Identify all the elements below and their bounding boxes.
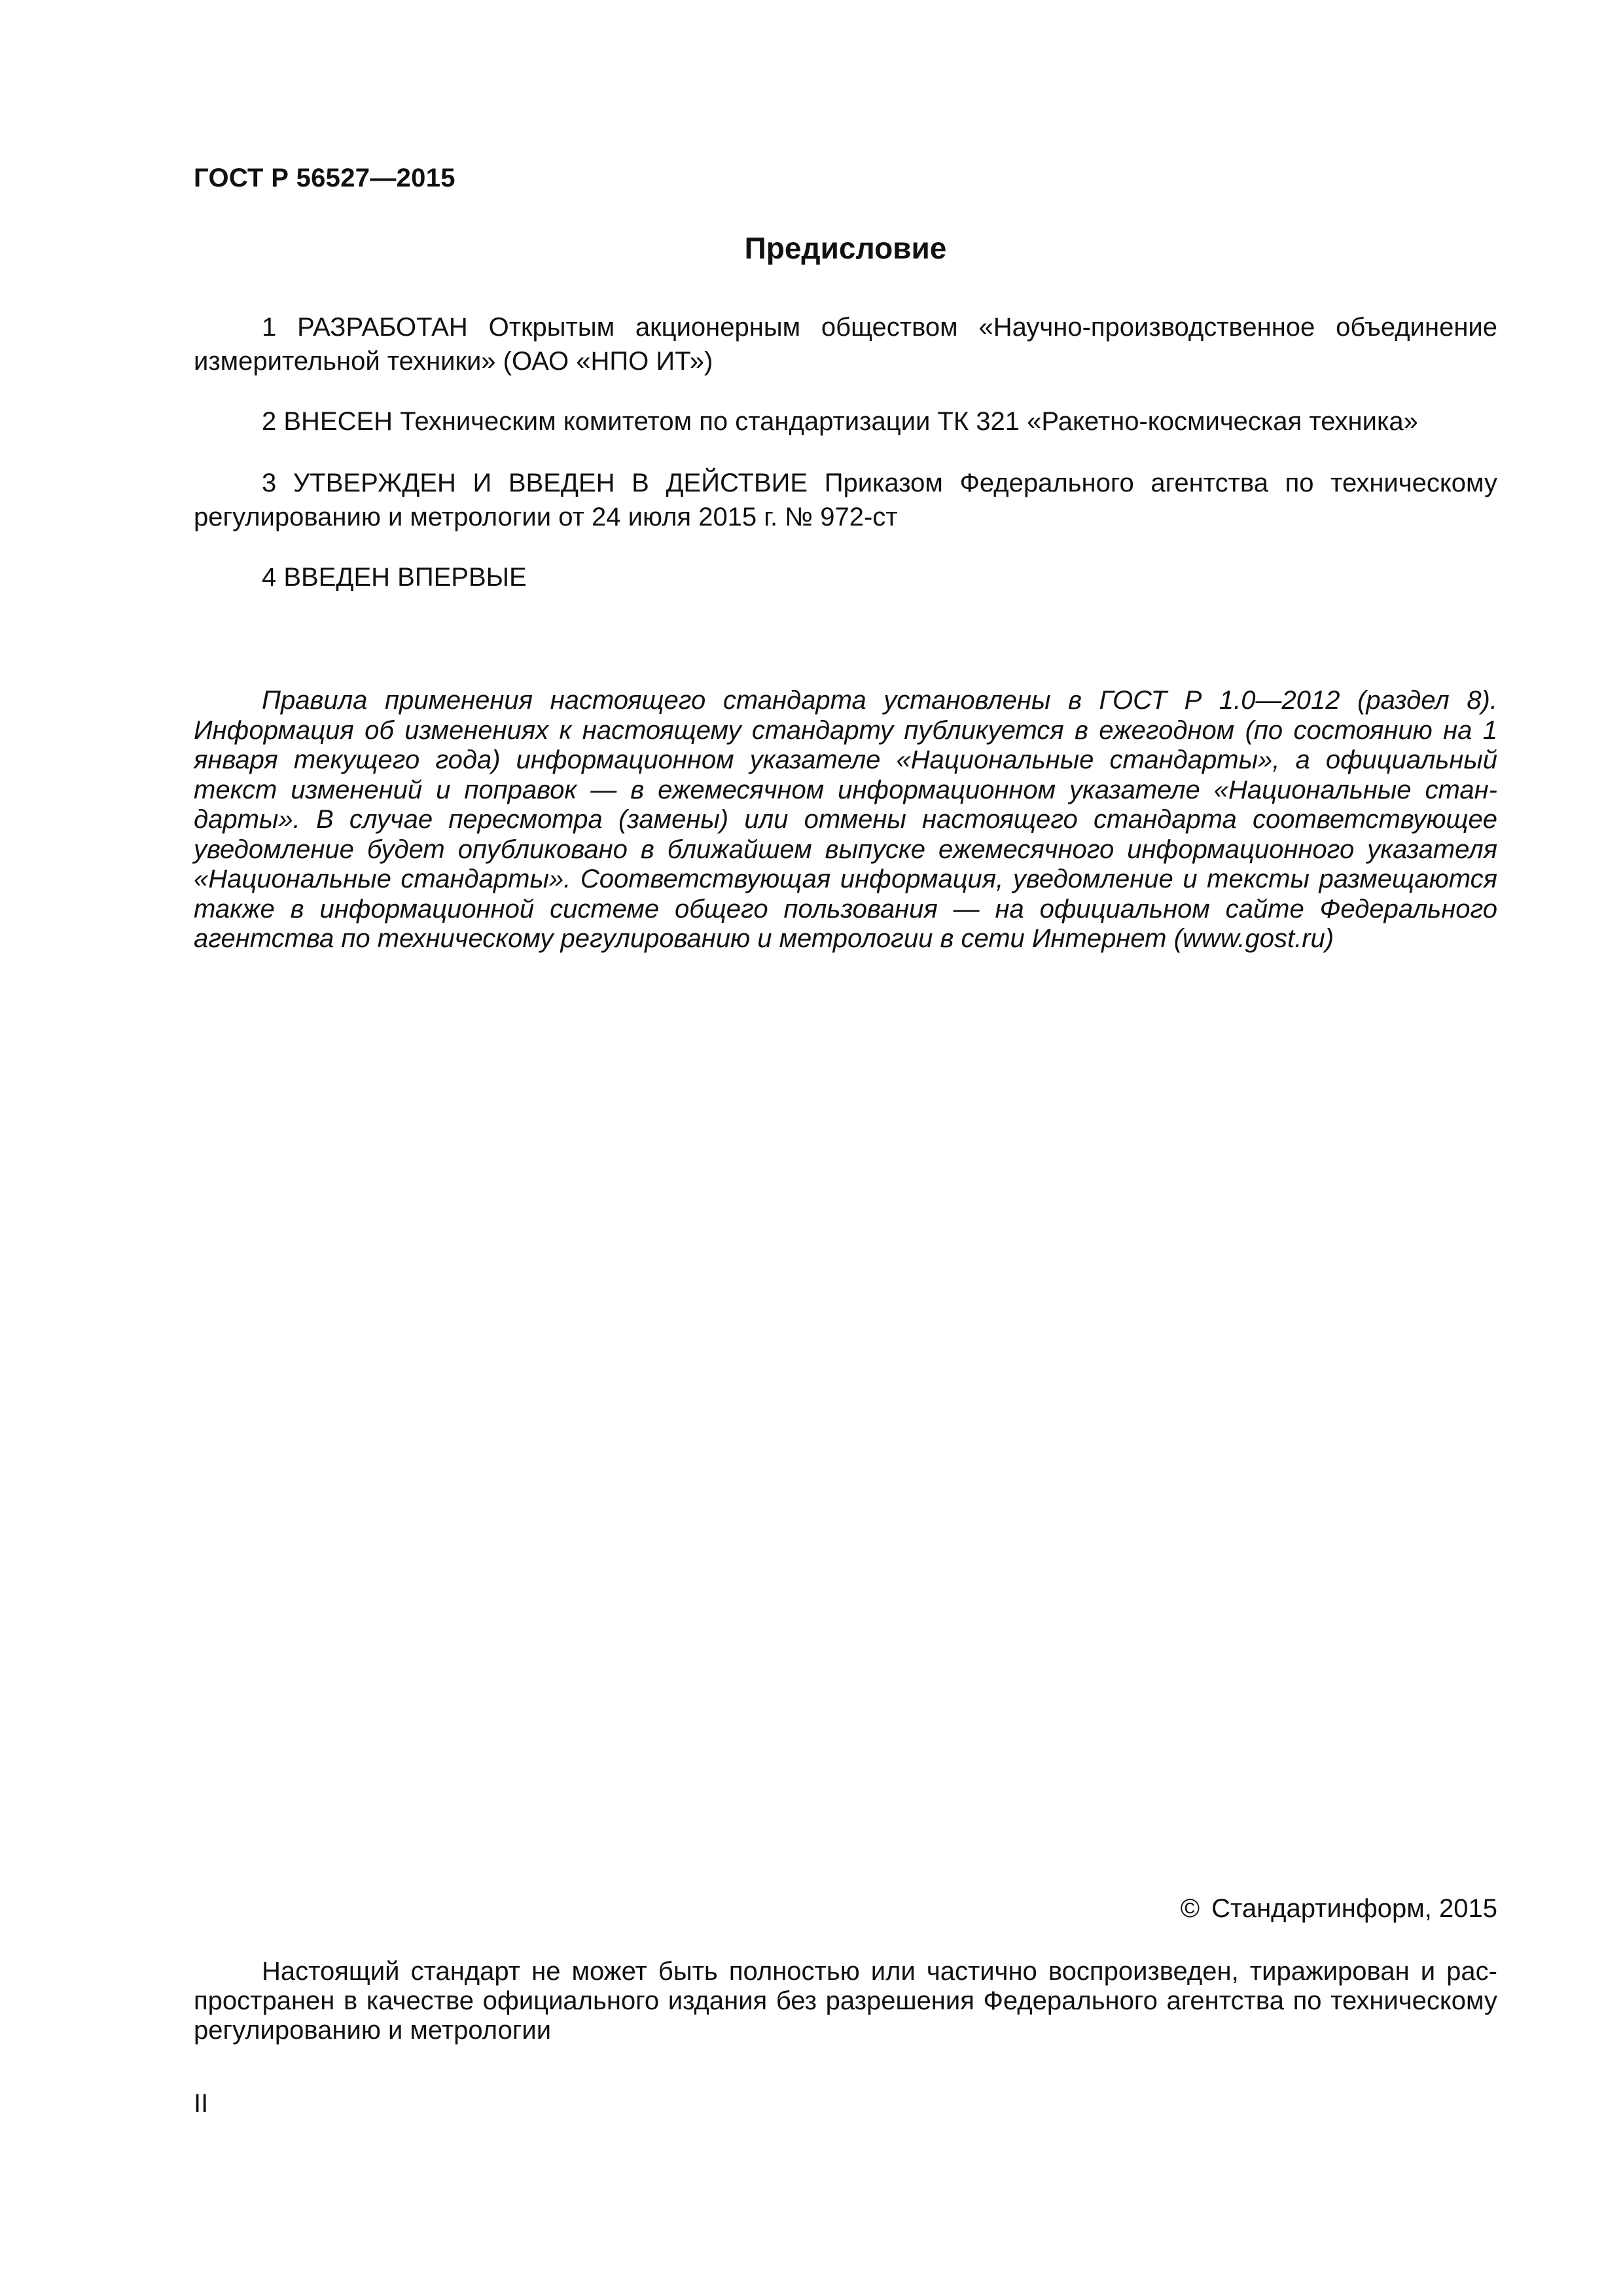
item-text: Открытым акционерным обществом «Научно-производственное объединение измерительной техники» (ОАО «НПО ИТ»): [194, 313, 1497, 376]
item-lead: 1 РАЗРАБОТАН: [262, 313, 468, 342]
copyright-icon: ©: [1180, 1894, 1200, 1923]
item-lead: 2 ВНЕСЕН: [262, 407, 393, 436]
foreword-item-first-edition: [194, 560, 1497, 594]
foreword-item-approved: [194, 466, 1497, 534]
reproduction-restriction: Настоящий стандарт не может быть полностью или частично воспроизведен, тиражирован и распространен в качестве официального издания без разрешения Федерального агентства по техническому регулированию и метрологии: [194, 1957, 1497, 2045]
item-lead: 4 ВВЕДЕН ВПЕРВЫЕ: [262, 563, 527, 592]
copyright-line: [1181, 1894, 1497, 1924]
item-lead: 3 УТВЕРЖДЕН И ВВЕДЕН В ДЕЙСТВИЕ: [262, 469, 808, 497]
page-number: II: [194, 2089, 209, 2118]
copyright-text: Стандартинформ, 2015: [1211, 1894, 1497, 1923]
item-text: Приказом Федерального агентства по техническому регулированию и метрологии от 24 июля 2015 г. № 972-ст: [194, 469, 1497, 531]
foreword-item-introduced: [194, 404, 1497, 439]
foreword-title: Предисловие: [744, 231, 947, 265]
application-rules-notice: Правила применения настоящего стандарта установлены в ГОСТ Р 1.0—2012 (раздел 8). Информация об изменениях к настоящему стандарту публикуется в ежегодном (по состоянию на 1 января текущего года) информационном указателе «Национальные стандарты», а официальный текст изменений и поправок — в ежемесячном информационном указателе «Национальные стандарты». В случае пересмотра (замены) или отмены настоящего стандарта соответствующее уведомление будет опубликовано в ближайшем выпуске ежемесячного информационного указателя «Национальные стандарты». Соответствующая информация, уведомление и тексты размещаются также в информационной системе общего пользования — на официальном сайте Федерального агентства по техническому регулированию и метрологии в сети Интернет (www.gost.ru): [194, 686, 1497, 953]
foreword-item-developed: [194, 310, 1497, 378]
document-code: ГОСТ Р 56527—2015: [194, 164, 455, 192]
item-text: Техническим комитетом по стандартизации ТК 321 «Ракетно-космическая техника»: [393, 407, 1418, 436]
